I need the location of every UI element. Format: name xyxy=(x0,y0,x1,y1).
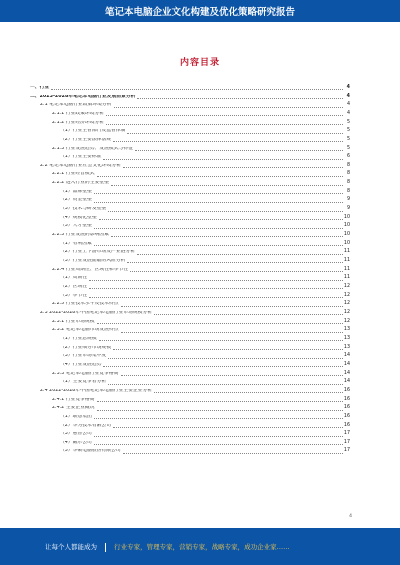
toc-leader-dots xyxy=(108,211,343,212)
toc-entry-text: （4）规模化壁垒 xyxy=(60,215,97,220)
toc-entry-page: 13 xyxy=(343,327,350,333)
toc-entry-text: 一、行业 xyxy=(30,85,50,90)
toc-leader-dots xyxy=(94,444,343,445)
toc-entry-text: （2）华为技术有限公司 xyxy=(60,423,112,428)
toc-entry[interactable] xyxy=(30,231,350,240)
toc-entry-text: （2）行业细分市场规模 xyxy=(60,345,112,350)
toc-entry[interactable] xyxy=(30,93,350,102)
footer-slogan xyxy=(45,542,290,552)
toc-entry-page: 5 xyxy=(346,145,350,151)
toc-entry-text: 2.3.3 笔记本电脑行业竞争格局 xyxy=(52,371,119,376)
toc-entry-text: 2.1 笔记本电脑行业政策环境分析 xyxy=(40,103,112,108)
toc-entry[interactable] xyxy=(30,283,350,292)
toc-entry-text: （5）华硕电脑股份有限公司 xyxy=(60,449,121,454)
toc-entry[interactable] xyxy=(30,422,350,431)
toc-entry[interactable] xyxy=(30,318,350,327)
toc-entry-page: 10 xyxy=(343,214,350,220)
footer-divider xyxy=(105,543,106,552)
toc-leader-dots xyxy=(113,141,343,142)
toc-leader-dots xyxy=(89,288,343,289)
toc-entry[interactable] xyxy=(30,326,350,335)
toc-leader-dots xyxy=(108,384,343,385)
toc-entry-page: 10 xyxy=(343,232,350,238)
toc-title: 内容目录 xyxy=(179,58,220,68)
report-header xyxy=(0,0,400,22)
toc-leader-dots xyxy=(127,133,343,134)
toc-entry[interactable] xyxy=(30,292,350,301)
toc-entry-page: 11 xyxy=(343,266,350,272)
toc-leader-dots xyxy=(111,185,343,186)
toc-entry-page: 17 xyxy=(343,439,350,445)
toc-entry-text: （1）有利因素 xyxy=(60,241,92,246)
toc-entry-text: 2.2.5 行业技术水平及技术特点 xyxy=(52,302,119,307)
toc-entry[interactable] xyxy=(30,300,350,309)
toc-entry-page: 8 xyxy=(346,162,350,168)
toc-entry-text: （1）联想集团 xyxy=(60,414,92,419)
toc-entry[interactable] xyxy=(30,448,350,457)
toc-entry[interactable] xyxy=(30,274,350,283)
toc-entry[interactable] xyxy=(30,197,350,206)
toc-entry[interactable] xyxy=(30,370,350,379)
toc-entry-text: 2.2.3 行业发展的影响因素 xyxy=(52,233,109,238)
page-number: 4 xyxy=(349,514,352,519)
toc-entry[interactable] xyxy=(30,430,350,439)
footer-left-text: 让每个人都能成为 xyxy=(45,543,97,551)
toc-leader-dots xyxy=(137,98,343,99)
toc-leader-dots xyxy=(111,236,343,237)
toc-entry-text: （1）周期性 xyxy=(60,276,88,281)
toc-entry-page: 14 xyxy=(343,370,350,376)
toc-entry-page: 17 xyxy=(343,448,350,454)
toc-entry-page: 17 xyxy=(343,431,350,437)
toc-leader-dots xyxy=(113,427,343,428)
toc-leader-dots xyxy=(121,332,343,333)
toc-entry[interactable] xyxy=(30,257,350,266)
toc-entry-text: （3）惠普公司 xyxy=(60,432,92,437)
toc-entry-page: 4 xyxy=(346,84,350,90)
toc-leader-dots xyxy=(154,314,343,315)
toc-leader-dots xyxy=(89,280,343,281)
toc-entry-page: 16 xyxy=(343,387,350,393)
toc-entry-text: （3）技术与研发壁垒 xyxy=(60,207,107,212)
toc-entry[interactable] xyxy=(30,396,350,405)
toc-entry-page: 12 xyxy=(343,292,350,298)
toc-entry-text: 2.4.2 主要企业概况 xyxy=(52,406,95,411)
toc-entry-text: （2）区域性 xyxy=(60,285,88,290)
toc-entry-text: 2.1.3 行业发展趋势、发展模式与特征 xyxy=(52,146,133,151)
toc-entry-page: 13 xyxy=(343,335,350,341)
toc-entry-page: 14 xyxy=(343,353,350,359)
toc-entry-text: （2）资金壁垒 xyxy=(60,198,92,203)
toc-entry-page: 10 xyxy=(343,240,350,246)
toc-leader-dots xyxy=(94,245,343,246)
toc-leader-dots xyxy=(94,436,343,437)
toc-leader-dots xyxy=(114,107,343,108)
toc-entry-page: 4 xyxy=(346,110,350,116)
toc-entry-text: （2）行业上下游市场及产业链分析 xyxy=(60,250,136,255)
toc-entry-page: 9 xyxy=(346,197,350,203)
toc-entry-page: 9 xyxy=(346,206,350,212)
toc-leader-dots xyxy=(94,193,343,194)
toc-leader-dots xyxy=(121,306,343,307)
toc-entry-text: （1）行业主要标准 xyxy=(60,155,102,160)
toc-leader-dots xyxy=(94,418,343,419)
toc-entry-page: 12 xyxy=(343,301,350,307)
toc-leader-dots xyxy=(154,392,343,393)
toc-entry[interactable] xyxy=(30,240,350,249)
toc-entry[interactable] xyxy=(30,387,350,396)
toc-entry-page: 16 xyxy=(343,405,350,411)
toc-entry-page: 14 xyxy=(343,361,350,367)
toc-entry-text: 2.2 笔记本电脑行业社会文化环境分析 xyxy=(40,163,122,168)
toc-entry-text: （1）行业主管部门及监管体制 xyxy=(60,129,126,134)
toc-entry[interactable] xyxy=(30,101,350,110)
toc-entry-page: 16 xyxy=(343,413,350,419)
toc-entry-page: 14 xyxy=(343,379,350,385)
toc-entry-text: （4）行业发展趋势 xyxy=(60,362,102,367)
toc-entry-page: 11 xyxy=(343,249,350,255)
toc-entry-page: 4 xyxy=(346,93,350,99)
toc-entry-text: 2.3 2022-2028年中国笔记本电脑行业市场规模分析 xyxy=(40,310,153,315)
toc-entry-page: 5 xyxy=(346,136,350,142)
toc-entry-text: 2.4 2022-2028年中国笔记本电脑行业主要企业分析 xyxy=(40,388,153,393)
toc-leader-dots xyxy=(103,366,342,367)
footer-right-text: 行业专家，管理专家，营销专家，战略专家，成功企业家…… xyxy=(114,543,290,551)
toc-entry-page: 10 xyxy=(343,223,350,229)
toc-leader-dots xyxy=(130,271,343,272)
toc-entry[interactable] xyxy=(30,136,350,145)
toc-entry-text: （3）季节性 xyxy=(60,293,88,298)
toc-entry-text: （3）行业发展面临的风险分析 xyxy=(60,259,126,264)
toc-leader-dots xyxy=(103,159,343,160)
toc-leader-dots xyxy=(127,262,342,263)
toc-entry[interactable] xyxy=(30,127,350,136)
toc-entry[interactable] xyxy=(30,352,350,361)
toc-entry-page: 4 xyxy=(346,102,350,108)
toc-entry[interactable] xyxy=(30,162,350,171)
toc-entry[interactable] xyxy=(30,361,350,370)
toc-entry[interactable] xyxy=(30,309,350,318)
toc-entry-page: 16 xyxy=(343,422,350,428)
toc-leader-dots xyxy=(123,453,343,454)
toc-entry-page: 5 xyxy=(346,119,350,125)
toc-entry-page: 16 xyxy=(343,396,350,402)
toc-entry[interactable] xyxy=(30,119,350,128)
toc-entry-text: （4）戴尔公司 xyxy=(60,440,92,445)
toc-entry-text: 二、2023-2028年笔记本电脑行业发展前景分析 xyxy=(30,94,136,99)
toc-entry-page: 12 xyxy=(343,284,350,290)
toc-leader-dots xyxy=(89,297,343,298)
toc-entry-text: （1）品牌壁垒 xyxy=(60,189,92,194)
toc-leader-dots xyxy=(97,410,343,411)
toc-leader-dots xyxy=(106,115,343,116)
toc-entry-page: 8 xyxy=(346,188,350,194)
toc-entry-page: 11 xyxy=(343,275,350,281)
toc-entry-page: 12 xyxy=(343,318,350,324)
toc-entry[interactable] xyxy=(30,404,350,413)
toc-entry[interactable] xyxy=(30,266,350,275)
toc-leader-dots xyxy=(97,401,343,402)
toc-entry[interactable] xyxy=(30,171,350,180)
toc-leader-dots xyxy=(99,219,343,220)
toc-entry-page: 13 xyxy=(343,344,350,350)
toc-leader-dots xyxy=(97,323,343,324)
toc-entry[interactable] xyxy=(30,84,350,93)
toc-entry[interactable] xyxy=(30,153,350,162)
toc-entry-page: 5 xyxy=(346,128,350,134)
toc-leader-dots xyxy=(108,358,343,359)
footer-banner xyxy=(0,528,400,565)
toc-entry-text: （3）行业市场集中度 xyxy=(60,354,107,359)
toc-entry[interactable] xyxy=(30,413,350,422)
toc-entry[interactable] xyxy=(30,223,350,232)
toc-entry-text: 2.1.1 行业政策环境分析 xyxy=(52,111,105,116)
table-of-contents xyxy=(30,84,350,456)
toc-leader-dots xyxy=(97,176,343,177)
toc-entry[interactable] xyxy=(30,248,350,257)
toc-leader-dots xyxy=(113,349,343,350)
toc-entry[interactable] xyxy=(30,179,350,188)
toc-entry-text: 2.2.2 进入行业的主要壁垒 xyxy=(52,181,109,186)
toc-entry-page: 8 xyxy=(346,171,350,177)
toc-entry-text: 2.3.2 笔记本电脑市场发展特点 xyxy=(52,328,119,333)
toc-entry-text: （5）人才壁垒 xyxy=(60,224,92,229)
toc-entry[interactable] xyxy=(30,378,350,387)
toc-entry-page: 12 xyxy=(343,309,350,315)
toc-leader-dots xyxy=(123,167,343,168)
toc-entry-text: 2.4.1 行业竞争格局 xyxy=(52,397,95,402)
toc-leader-dots xyxy=(99,340,343,341)
toc-entry-page: 11 xyxy=(343,258,350,264)
toc-entry[interactable] xyxy=(30,205,350,214)
toc-entry-page: 8 xyxy=(346,180,350,186)
toc-leader-dots xyxy=(106,124,343,125)
toc-leader-dots xyxy=(137,254,343,255)
toc-entry-text: （1）行业总规模 xyxy=(60,336,97,341)
toc-entry[interactable] xyxy=(30,188,350,197)
toc-leader-dots xyxy=(135,150,343,151)
toc-entry-text: 2.1.2 行业经济环境分析 xyxy=(52,120,105,125)
toc-leader-dots xyxy=(94,228,343,229)
toc-entry-text: 2.3.1 行业市场规模 xyxy=(52,319,95,324)
toc-entry-text: （2）行业主要法律法规 xyxy=(60,137,112,142)
toc-entry[interactable] xyxy=(30,145,350,154)
toc-entry[interactable] xyxy=(30,110,350,119)
toc-entry-text: 2.2.1 行业经营模式 xyxy=(52,172,95,177)
toc-entry[interactable] xyxy=(30,214,350,223)
toc-leader-dots xyxy=(121,375,343,376)
toc-entry-page: 6 xyxy=(346,154,350,160)
report-title: 笔记本电脑企业文化构建及优化策略研究报告 xyxy=(104,7,295,18)
toc-entry[interactable] xyxy=(30,335,350,344)
toc-leader-dots xyxy=(94,202,343,203)
toc-entry[interactable] xyxy=(30,439,350,448)
toc-entry-text: 2.2.4 行业周期性、区域性和季节性 xyxy=(52,267,129,272)
toc-entry-text: （1）主要竞争者分析 xyxy=(60,380,107,385)
toc-leader-dots xyxy=(51,89,343,90)
toc-entry[interactable] xyxy=(30,344,350,353)
